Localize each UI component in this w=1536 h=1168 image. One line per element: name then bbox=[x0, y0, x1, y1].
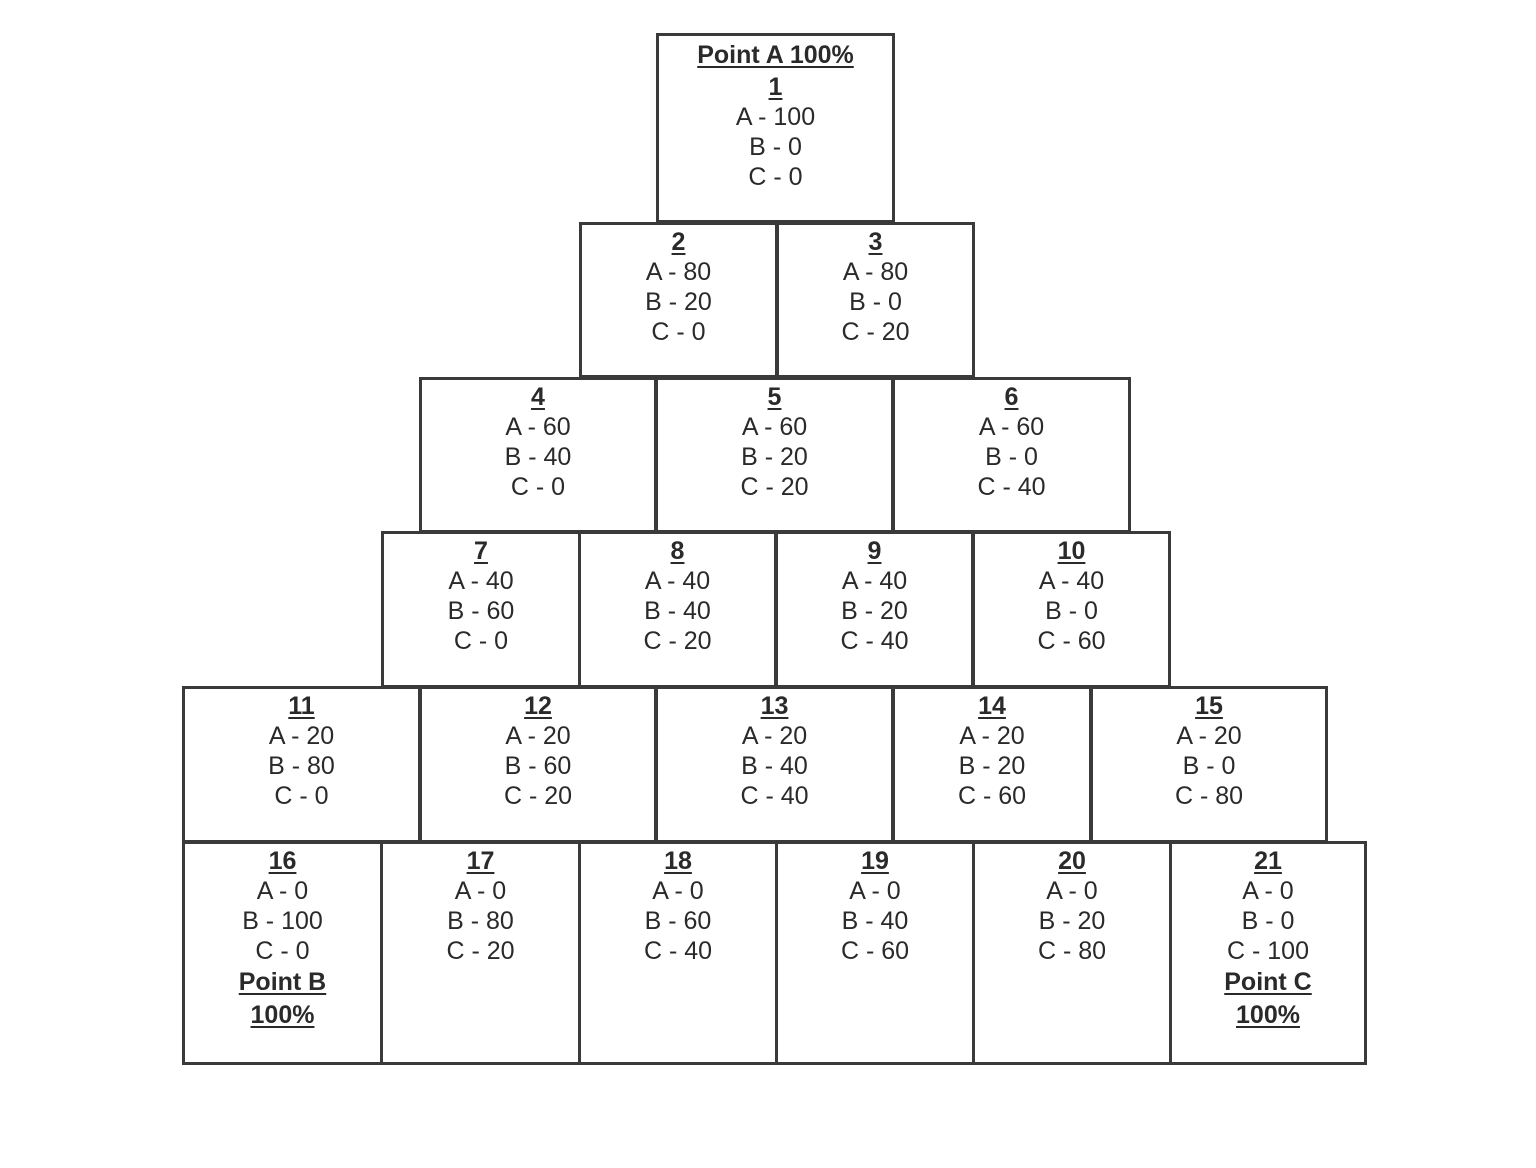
value-c: C - 20 bbox=[446, 937, 515, 965]
value-c: C - 80 bbox=[1037, 937, 1107, 965]
value-a: A - 20 bbox=[959, 722, 1025, 750]
value-b: B - 20 bbox=[1038, 907, 1106, 935]
cell-4 bbox=[419, 377, 657, 533]
cell-number: 4 bbox=[531, 383, 545, 411]
value-b: B - 20 bbox=[958, 752, 1026, 780]
value-a: A - 100 bbox=[735, 103, 816, 131]
value-a: A - 0 bbox=[1046, 877, 1098, 905]
cell-number: 19 bbox=[861, 847, 889, 875]
value-c: C - 0 bbox=[748, 163, 803, 191]
value-c: C - 40 bbox=[740, 782, 809, 810]
value-a: A - 0 bbox=[652, 877, 704, 905]
value-b: B - 100 bbox=[242, 907, 323, 935]
value-b: B - 20 bbox=[645, 288, 712, 316]
value-a: A - 0 bbox=[454, 877, 507, 905]
cell-number: 12 bbox=[524, 692, 552, 720]
cell-16 bbox=[182, 841, 383, 1065]
cell-18 bbox=[578, 841, 778, 1065]
cell-14 bbox=[892, 686, 1092, 843]
value-c: C - 40 bbox=[643, 937, 713, 965]
value-c: C - 20 bbox=[740, 473, 809, 501]
value-a: A - 60 bbox=[741, 413, 808, 441]
value-c: C - 20 bbox=[841, 318, 910, 346]
value-b: B - 20 bbox=[841, 597, 908, 625]
value-a: A - 40 bbox=[644, 567, 711, 595]
value-c: C - 20 bbox=[643, 627, 712, 655]
value-b: B - 40 bbox=[841, 907, 909, 935]
value-b: B - 0 bbox=[749, 133, 802, 161]
cell-number: 17 bbox=[466, 847, 495, 875]
cell-number: 15 bbox=[1195, 692, 1223, 720]
value-b: B - 0 bbox=[985, 443, 1038, 471]
value-a: A - 60 bbox=[978, 413, 1045, 441]
value-a: A - 0 bbox=[256, 877, 309, 905]
cell-11 bbox=[182, 686, 421, 843]
value-c: C - 100 bbox=[1227, 937, 1309, 965]
value-c: C - 80 bbox=[1174, 782, 1244, 810]
value-b: B - 0 bbox=[1045, 597, 1098, 625]
cell-number: 8 bbox=[670, 537, 685, 565]
value-c: C - 40 bbox=[840, 627, 909, 655]
value-a: A - 40 bbox=[448, 567, 514, 595]
cell-number: 6 bbox=[1004, 383, 1019, 411]
cell-3 bbox=[776, 222, 975, 378]
value-a: A - 20 bbox=[1176, 722, 1242, 750]
value-a: A - 40 bbox=[1038, 567, 1105, 595]
cell-17 bbox=[380, 841, 581, 1065]
value-c: C - 0 bbox=[274, 782, 329, 810]
cell-number: 7 bbox=[474, 537, 488, 565]
value-a: A - 80 bbox=[842, 258, 909, 286]
cell-9 bbox=[775, 531, 974, 688]
value-b: B - 60 bbox=[447, 597, 515, 625]
cell-number: 20 bbox=[1058, 847, 1086, 875]
value-c: C - 60 bbox=[1037, 627, 1106, 655]
value-b: B - 60 bbox=[504, 752, 572, 780]
value-b: B - 0 bbox=[1241, 907, 1295, 935]
cell-number: 9 bbox=[867, 537, 882, 565]
cell-12 bbox=[419, 686, 657, 843]
value-a: A - 20 bbox=[505, 722, 571, 750]
cell-20 bbox=[972, 841, 1172, 1065]
cell-2 bbox=[579, 222, 778, 378]
value-b: B - 40 bbox=[644, 597, 711, 625]
value-c: C - 0 bbox=[651, 318, 706, 346]
cell-10 bbox=[972, 531, 1171, 688]
cell-number: 16 bbox=[268, 847, 297, 875]
value-a: A - 20 bbox=[741, 722, 808, 750]
value-c: C - 0 bbox=[510, 473, 566, 501]
value-b: B - 20 bbox=[741, 443, 808, 471]
cell-7 bbox=[381, 531, 581, 688]
value-c: C - 60 bbox=[957, 782, 1027, 810]
point-b-label: Point B bbox=[238, 968, 327, 996]
value-b: B - 0 bbox=[849, 288, 902, 316]
cell-number: 14 bbox=[978, 692, 1006, 720]
value-c: C - 40 bbox=[977, 473, 1046, 501]
cell-number: 18 bbox=[664, 847, 692, 875]
point-a-label: Point A 100% bbox=[697, 41, 854, 69]
cell-13 bbox=[655, 686, 894, 843]
value-b: B - 0 bbox=[1182, 752, 1236, 780]
value-a: A - 0 bbox=[849, 877, 901, 905]
value-c: C - 60 bbox=[840, 937, 910, 965]
cell-19 bbox=[775, 841, 975, 1065]
value-c: C - 0 bbox=[255, 937, 310, 965]
value-a: A - 80 bbox=[645, 258, 712, 286]
cell-number: 11 bbox=[288, 692, 315, 720]
cell-number: 3 bbox=[868, 228, 883, 256]
cell-21 bbox=[1169, 841, 1367, 1065]
point-b-percent: 100% bbox=[250, 1001, 315, 1029]
cell-number: 5 bbox=[767, 383, 782, 411]
cell-number: 1 bbox=[768, 73, 783, 101]
cell-number: 10 bbox=[1057, 537, 1086, 565]
value-b: B - 60 bbox=[644, 907, 712, 935]
value-c: C - 0 bbox=[453, 627, 509, 655]
value-c: C - 20 bbox=[503, 782, 573, 810]
cell-5 bbox=[655, 377, 894, 533]
cell-number: 2 bbox=[671, 228, 686, 256]
point-c-label: Point C bbox=[1224, 968, 1312, 996]
cell-number: 13 bbox=[760, 692, 789, 720]
point-c-percent: 100% bbox=[1236, 1001, 1300, 1029]
value-b: B - 80 bbox=[447, 907, 514, 935]
value-b: B - 40 bbox=[741, 752, 808, 780]
cell-8 bbox=[578, 531, 777, 688]
value-a: A - 0 bbox=[1242, 877, 1294, 905]
value-a: A - 20 bbox=[268, 722, 335, 750]
value-b: B - 80 bbox=[268, 752, 335, 780]
value-b: B - 40 bbox=[504, 443, 572, 471]
cell-number: 21 bbox=[1254, 847, 1282, 875]
value-a: A - 40 bbox=[841, 567, 908, 595]
cell-1 bbox=[656, 33, 895, 223]
cell-6 bbox=[892, 377, 1131, 533]
value-a: A - 60 bbox=[505, 413, 571, 441]
cell-15 bbox=[1090, 686, 1328, 843]
